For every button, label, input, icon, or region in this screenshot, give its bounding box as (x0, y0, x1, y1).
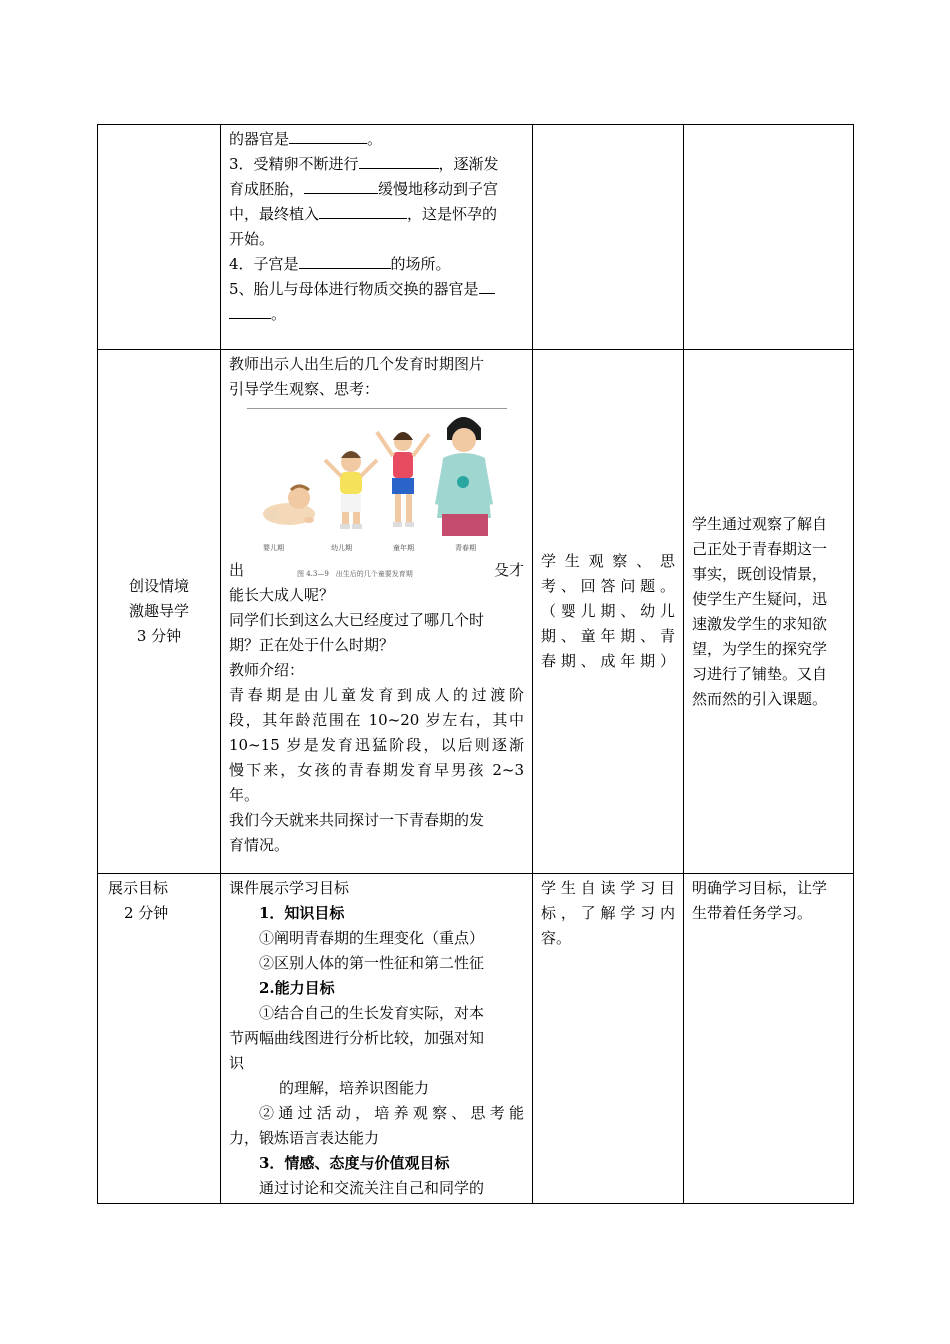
stage-cell (98, 125, 221, 350)
text: 年。 (229, 786, 260, 804)
text: 育情况。 (229, 836, 290, 854)
growth-stages-figure: 婴儿期 幼儿期 童年期 青春期 图 4.3—9 出生后的几个童要发育期 (237, 402, 517, 574)
design-intent-cell (684, 125, 854, 350)
text: ①结合自己的生长发育实际，对本 (259, 1004, 485, 1022)
text: 己正处于青春期这一 (692, 539, 828, 558)
text: 生带着任务学习。 (692, 904, 813, 922)
text: 慢下来，女孩的青春期发育早男孩 2~3 (229, 761, 524, 779)
teacher-activity-cell (221, 125, 533, 350)
student-activity-cell (533, 874, 684, 1204)
text: 。 (367, 130, 383, 148)
question-line: 出 殳才 (229, 561, 524, 579)
text: 青春期是由儿童发育到成人的过渡阶 (229, 686, 524, 704)
text: 5、胎儿与母体进行物质交换的器官是 (229, 280, 479, 298)
text: 节两幅曲线图进行分析比较，加强对知 (229, 1029, 485, 1047)
stage-title: 展示目标 (108, 879, 169, 897)
text: 力，锻炼语言表达能力 (229, 1129, 380, 1147)
text: 期、童年期、青 (541, 627, 675, 645)
fill-blank (289, 128, 367, 144)
text: 4．子宫是 (229, 255, 299, 273)
fill-blank (319, 203, 407, 219)
text: 10~15 岁是发育迅猛阶段，以后则逐渐 (229, 736, 524, 754)
text: 容。 (541, 929, 572, 947)
text: （婴儿期、幼儿 (541, 602, 675, 620)
text: 速激发学生的求知欲 (692, 614, 828, 633)
text: 缓慢地移动到子宫 (378, 180, 499, 198)
fill-blank (479, 278, 495, 294)
teacher-activity-cell (221, 350, 533, 874)
text: ①阐明青春期的生理变化（重点） (259, 929, 485, 947)
text: 能长大成人呢？ (229, 586, 335, 604)
toddler-figure (325, 451, 377, 529)
text: 学生观察、思 (541, 552, 675, 570)
lesson-plan-table (97, 124, 854, 1204)
text: 事实，既创设情景， (692, 564, 828, 583)
text: 标，了解学习内 (541, 904, 675, 922)
text: ②区别人体的第一性征和第二性征 (259, 954, 485, 972)
text: 中，最终植入 (229, 205, 320, 223)
text: 使学生产生疑问，迅 (692, 589, 828, 608)
child-figure (377, 432, 429, 527)
text: 的理解，培养识图能力 (279, 1079, 430, 1097)
teen-figure (435, 417, 493, 536)
fill-blank (299, 253, 391, 269)
text: 开始。 (229, 230, 275, 248)
text: 学生自读学习目 (541, 879, 675, 897)
objective-heading: 3．情感、态度与价值观目标 (259, 1154, 450, 1172)
table-row (98, 125, 854, 350)
stage-cell (98, 874, 221, 1204)
text: ②通过活动，培养观察、思考能 (259, 1104, 524, 1122)
stage-title: 创设情境 (128, 577, 189, 595)
figure-caption: 图 4.3—9 出生后的几个童要发育期 (297, 570, 413, 578)
text: 育成胚胎， (229, 180, 305, 198)
student-activity-cell (533, 350, 684, 874)
text: 期？正在处于什么时期？ (229, 636, 395, 654)
text: 春期、成年期） (541, 652, 675, 670)
text: 的器官是 (229, 130, 290, 148)
fill-blank (229, 303, 271, 319)
fill-blank (304, 178, 378, 194)
text: 考、回答问题。 (541, 577, 675, 595)
text: 我们今天就来共同探讨一下青春期的发 (229, 811, 485, 829)
text: 习进行了铺垫。又自 (692, 664, 828, 683)
stage-duration: 2 分钟 (124, 904, 169, 922)
text: 段，其年龄范围在 10~20 岁左右，其中 (229, 711, 524, 729)
design-intent-cell (684, 350, 854, 874)
text: 引导学生观察、思考： (229, 380, 380, 398)
text: 的场所。 (390, 255, 451, 273)
text: 学生通过观察了解自 (692, 514, 828, 533)
text: 然而然的引入课题。 (692, 689, 828, 708)
table-row (98, 874, 854, 1204)
text: 。 (271, 305, 287, 323)
text: 同学们长到这么大已经度过了哪几个时 (229, 611, 485, 629)
text: ，逐渐发 (438, 155, 499, 173)
text: ，这是怀孕的 (407, 205, 498, 223)
text: 明确学习目标，让学 (692, 879, 828, 897)
design-intent-cell (684, 874, 854, 1204)
text: 课件展示学习目标 (229, 879, 350, 897)
table-row (98, 350, 854, 874)
teacher-activity-cell (221, 874, 533, 1204)
text: 教师介绍： (229, 661, 305, 679)
stage-cell (98, 350, 221, 874)
text: 望，为学生的探究学 (692, 639, 828, 658)
stage-duration: 3 分钟 (136, 627, 182, 645)
text: 通过讨论和交流关注自己和同学的 (259, 1179, 485, 1197)
text: 教师出示人出生后的几个发育时期图片 (229, 355, 485, 373)
objective-heading: 2.能力目标 (259, 979, 335, 997)
student-activity-cell (533, 125, 684, 350)
text: 3．受精卵不断进行 (229, 155, 359, 173)
objective-heading: 1．知识目标 (259, 904, 345, 922)
text: 识 (229, 1054, 245, 1072)
baby-figure (263, 486, 315, 525)
fill-blank (359, 153, 439, 169)
stage-subtitle: 激趣导学 (128, 602, 189, 620)
